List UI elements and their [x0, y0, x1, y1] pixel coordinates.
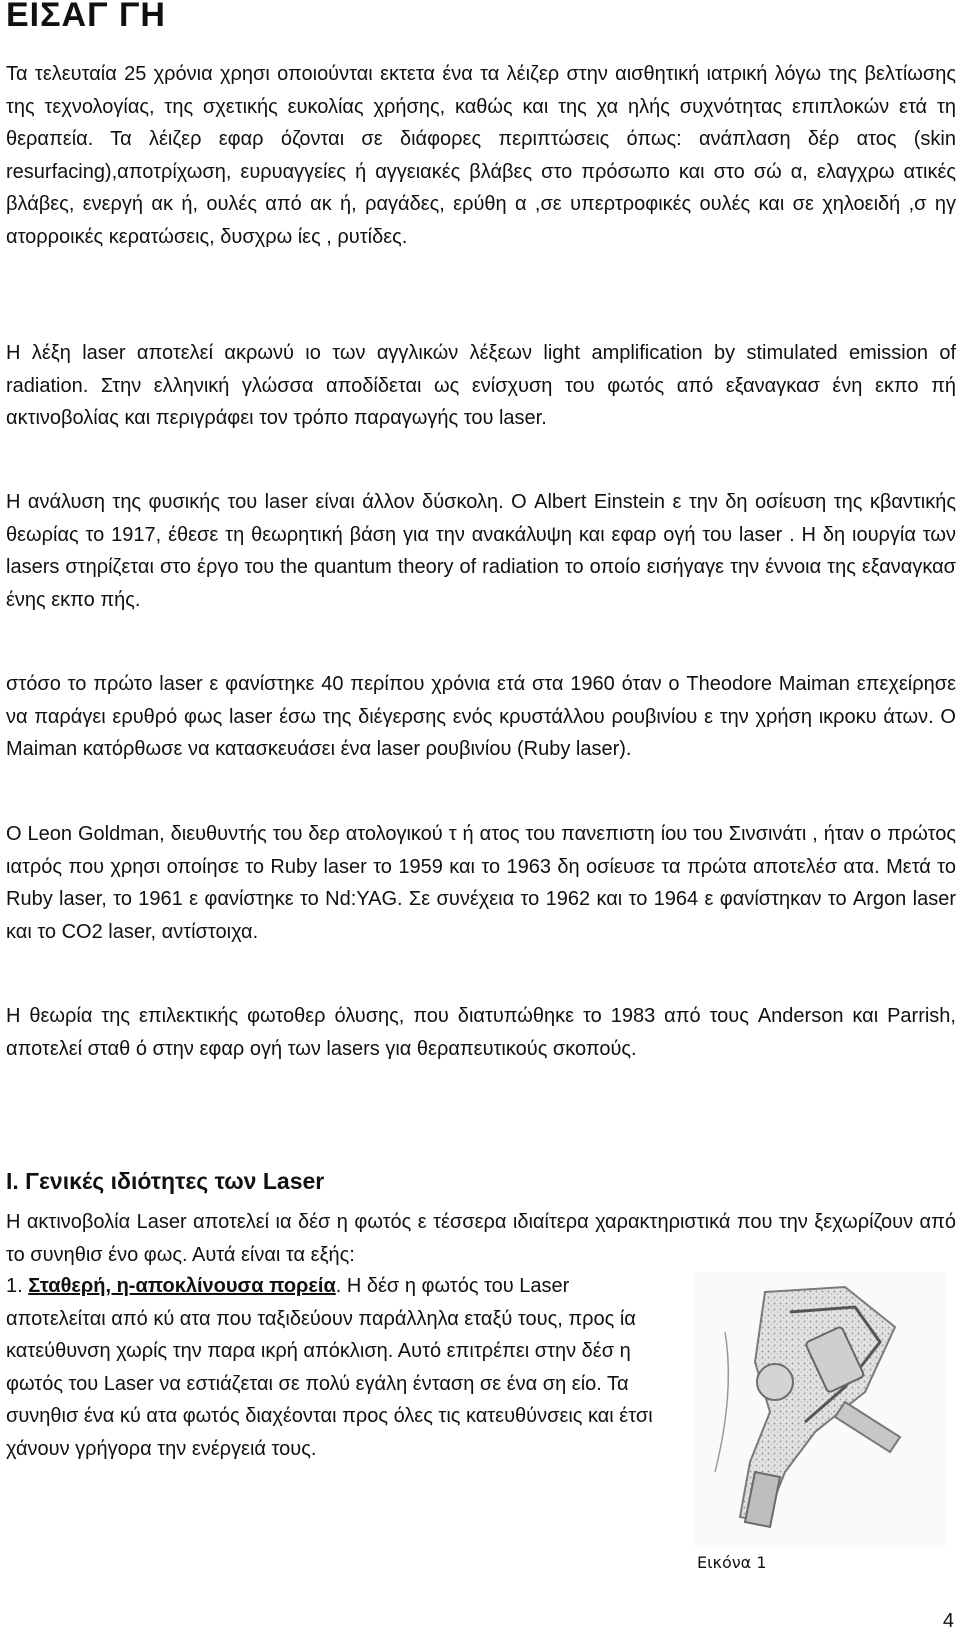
item-title: Σταθερή, η-αποκλίνουσα πορεία — [28, 1275, 336, 1297]
paragraph-4: στόσο το πρώτο laser ε φανίστηκε 40 περίπου χρόνια ετά στα 1960 όταν ο Theodore Maiman επεχείρησε να παράγει ερυθρό φως laser έσω της διέγερσης ενός κρυστάλλου ρουβινίου ε την χρήση ικροκυ άτων. Ο Maiman κατόρθωσε να κατασκευάσει ένα laser ρουβινίου (Ruby laser). — [6, 673, 956, 760]
paragraph-6: Η θεωρία της επιλεκτικής φωτοθερ όλυσης, που διατυπώθηκε το 1983 από τους Anderson και Parrish, αποτελεί σταθ ό στην εφαρ ογή των lasers για θεραπευτικούς σκοπούς. — [6, 1005, 956, 1060]
item-number: 1. — [6, 1275, 23, 1297]
page-heading: ΕΙΣΑΓ ΓΗ — [6, 0, 166, 34]
section-intro: Η ακτινοβολία Laser αποτελεί ια δέσ η φωτός ε τέσσερα ιδιαίτερα χαρακτηριστικά που την ξεχωρίζουν από το συνηθισ ένο φως. Αυτά είναι τα εξής: — [6, 1211, 956, 1266]
figure-caption: Εικόνα 1 — [697, 1553, 767, 1572]
paragraph-2: Η λέξη laser αποτελεί ακρωνύ ιο των αγγλικών λέξεων light amplification by stimulated emission of radiation. Στην ελληνική γλώσσα αποδίδεται ως ενίσχυση του φωτός από εξαναγκασ ένη εκπο πή ακτινοβολίας και περιγράφει τον τρόπο παραγωγής του laser. — [6, 342, 956, 429]
section-title: Ι. Γενικές ιδιότητες των Laser — [6, 1168, 325, 1194]
item-text: . Η δέσ η φωτός του Laser αποτελείται από κύ ατα που ταξιδεύουν παράλληλα εταξύ τους, προς ία κατεύθυνση χωρίς την παρα ικρή απόκλιση. Αυτό επιτρέπει στην δέσ η φωτός του Laser να εστιάζεται σε πολύ εγάλη ένταση σε ένα ση είο. Τα συνηθισ ένα κύ ατα φωτός διαχέονται προς όλες τις κατευθύνσεις και έτσι χάνουν γρήγορα την ενέργειά τους. — [6, 1275, 653, 1460]
laser-handpiece-image — [695, 1272, 945, 1547]
paragraph-3: Η ανάλυση της φυσικής του laser είναι άλλον δύσκολη. Ο Albert Einstein ε την δη οσίευση της κβαντικής θεωρίας το 1917, έθεσε τη θεωρητική βάση για την ανακάλυψη και εφαρ ογή του laser . Η δη ιουργία των lasers στηρίζεται στο έργο του the quantum theory of radiation το οποίο εισήγαγε την έννοια της εξαναγκασ ένης εκπο πής. — [6, 491, 957, 611]
page-number: 4 — [942, 1610, 954, 1632]
paragraph-5: Ο Leon Goldman, διευθυντής του δερ ατολογικού τ ή ατος του πανεπιστη ίου του Σινσινάτι , ήταν ο πρώτος ιατρός που χρησι οποίησε το Ruby laser το 1959 και το 1963 δη οσίευσε τα πρώτα αποτελέσ ατα. Μετά το Ruby laser, το 1961 ε φανίστηκε το Nd:YAG. Σε συνέχεια το 1962 και το 1964 ε φανίστηκαν το Argon laser και το CO2 laser, αντίστοιχα. — [6, 823, 956, 943]
paragraph-1: Τα τελευταία 25 χρόνια χρησι οποιούνται εκτετα ένα τα λέιζερ στην αισθητική ιατρική λόγω της βελτίωσης της τεχνολογίας, της σχετικής ευκολίας χρήσης, καθώς και της χα ηλής συχνότητας επιπλοκών ετά τη θεραπεία. Τα λέιζερ εφαρ όζονται σε διάφορες περιπτώσεις όπως: ανάπλαση δέρ ατος (skin resurfacing),αποτρίχωση, ευρυαγγείες ή αγγειακές βλάβες στο πρόσωπο και στο σώ α, ελαγχρω ατικές βλάβες, ενεργή ακ ή, ουλές από ακ ή, ραγάδες, ερύθη α ,σε υπερτροφικές ουλές και σε χηλοειδή ,σ ηγ ατορροικές κερατώσεις, δυσχρω ίες , ρυτίδες. — [6, 63, 956, 248]
list-item-1 — [6, 1270, 666, 1465]
